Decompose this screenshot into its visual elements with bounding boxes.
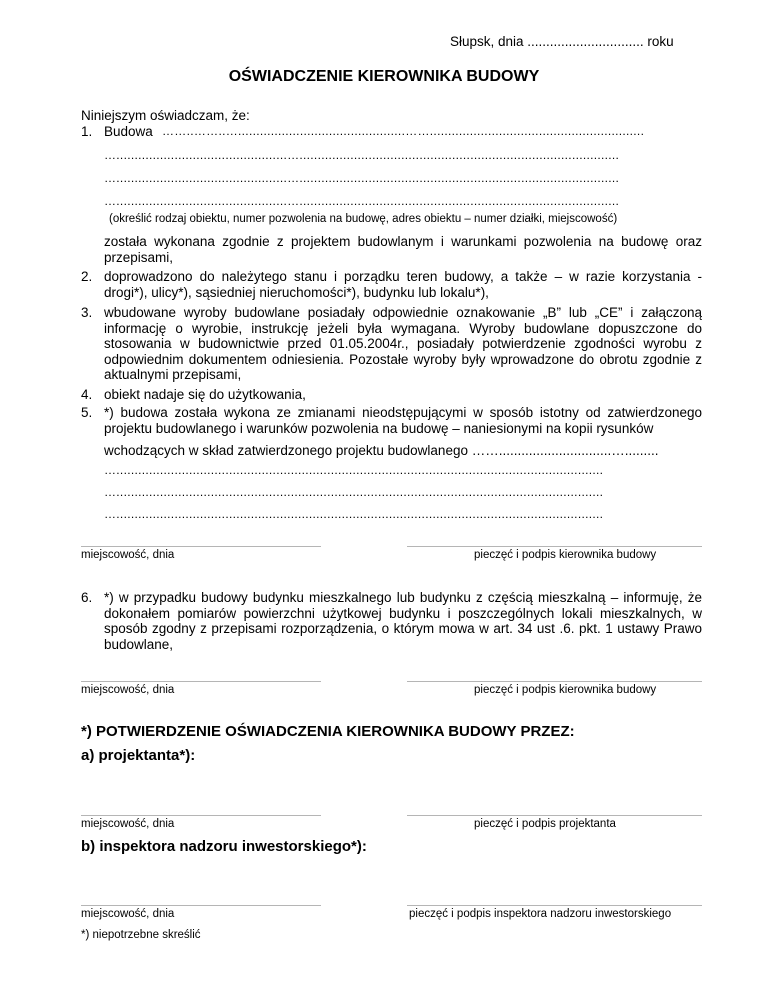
signature-line-place-date: [81, 681, 321, 682]
item-4-number: 4.: [81, 387, 93, 402]
item-2-number: 2.: [81, 269, 93, 284]
place-date-header: Słupsk, dnia ............................... roku: [450, 34, 674, 49]
signature-line-projektant: [407, 815, 702, 816]
item-1-hint: (określić rodzaj obiektu, numer pozwolenia na budowę, adres obiektu – numer działki, miejscowość): [109, 213, 618, 225]
item-1-number: 1.: [81, 124, 93, 139]
item-3-text: wbudowane wyroby budowlane posiadały odpowiednie oznakowanie „B” lub „CE” i załączoną informację o wyrobie, instrukcję jeżeli była wymagana. Wyroby budowlane dopuszczone do stosowania w budownictwie przed 01.05.2004r., posiadały potwierdzenie zgodności wyrobu z odpowiednim dokumentem odniesienia. Pozostałe wyroby były wprowadzone do obrotu zgodnie z aktualnymi przepisami,: [104, 305, 702, 383]
confirmation-projektant-heading: a) projektanta*):: [81, 747, 196, 764]
item-4-text: obiekt nadaje się do użytkowania,: [104, 387, 306, 402]
signature-line-place-date: [81, 905, 321, 906]
kierownik-signature-label: pieczęć i podpis kierownika budowy: [474, 549, 657, 561]
item-5-dots-line: …......................................................................................................................................: [104, 507, 604, 521]
place-date-label: miejscowość, dnia: [81, 684, 175, 696]
item-1-dots-line: …...............................................…........................................................................................: [104, 194, 620, 208]
footnote: *) niepotrzebne skreślić: [81, 929, 201, 941]
signature-line-place-date: [81, 815, 321, 816]
item-2-text: doprowadzono do należytego stanu i porządku teren budowy, a także – w razie korzystania - drogi*), ulicy*), sąsiedniej nieruchomości*), budynku lub lokalu*),: [104, 269, 702, 300]
signature-line-kierownik: [407, 681, 702, 682]
place-date-label: miejscowość, dnia: [81, 908, 175, 920]
place-date-label: miejscowość, dnia: [81, 818, 175, 830]
item-5-number: 5.: [81, 405, 93, 420]
item-1-text: została wykonana zgodnie z projektem budowlanym i warunkami pozwolenia na budowę oraz przepisami,: [104, 234, 702, 265]
signature-line-inspektor: [407, 905, 702, 906]
page-title: OŚWIADCZENIE KIEROWNIKA BUDOWY: [228, 68, 540, 85]
place-date-label: miejscowość, dnia: [81, 549, 175, 561]
item-1-label: Budowa: [104, 124, 153, 139]
item-5-text-continuation: wchodzących w skład zatwierdzonego projektu budowlanego ……..............................….........: [104, 443, 659, 458]
item-6-number: 6.: [81, 590, 93, 605]
intro-text: Niniejszym oświadczam, że:: [81, 108, 250, 123]
signature-line-place-date: [81, 546, 321, 547]
item-3-number: 3.: [81, 305, 93, 320]
item-1-dots-first: ……..……..…..............................................……...........................................................: [162, 124, 645, 138]
confirmation-inspektor-heading: b) inspektora nadzoru inwestorskiego*):: [81, 838, 367, 855]
projektant-signature-label: pieczęć i podpis projektanta: [474, 818, 616, 830]
item-1-dots-line: …...............................................…........................................................................................: [104, 171, 620, 185]
item-5-text: *) budowa została wykona ze zmianami nieodstępującymi w sposób istotny od zatwierdzonego projektu budowlanego i warunków pozwolenia na budowę – naniesionymi na kopii rysunków: [104, 405, 702, 436]
item-5-dots-line: …......................................................................................................................................: [104, 485, 604, 499]
item-1-dots-line: …...............................................…........................................................................................: [104, 148, 620, 162]
signature-line-kierownik: [407, 546, 702, 547]
confirmation-heading: *) POTWIERDZENIE OŚWIADCZENIA KIEROWNIKA BUDOWY PRZEZ:: [81, 723, 575, 740]
item-5-dots-line: …......................................................................................................................................: [104, 463, 604, 477]
kierownik-signature-label: pieczęć i podpis kierownika budowy: [474, 684, 657, 696]
inspektor-signature-label: pieczęć i podpis inspektora nadzoru inwestorskiego: [409, 908, 672, 920]
item-6-text: *) w przypadku budowy budynku mieszkalnego lub budynku z częścią mieszkalną – informuję, że dokonałem pomiarów powierzchni użytkowej budynku i poszczególnych lokali mieszkalnych, w sposób zgodny z przepisami rozporządzenia, o którym mowa w art. 34 ust .6. pkt. 1 ustawy Prawo budowlane,: [104, 590, 702, 652]
